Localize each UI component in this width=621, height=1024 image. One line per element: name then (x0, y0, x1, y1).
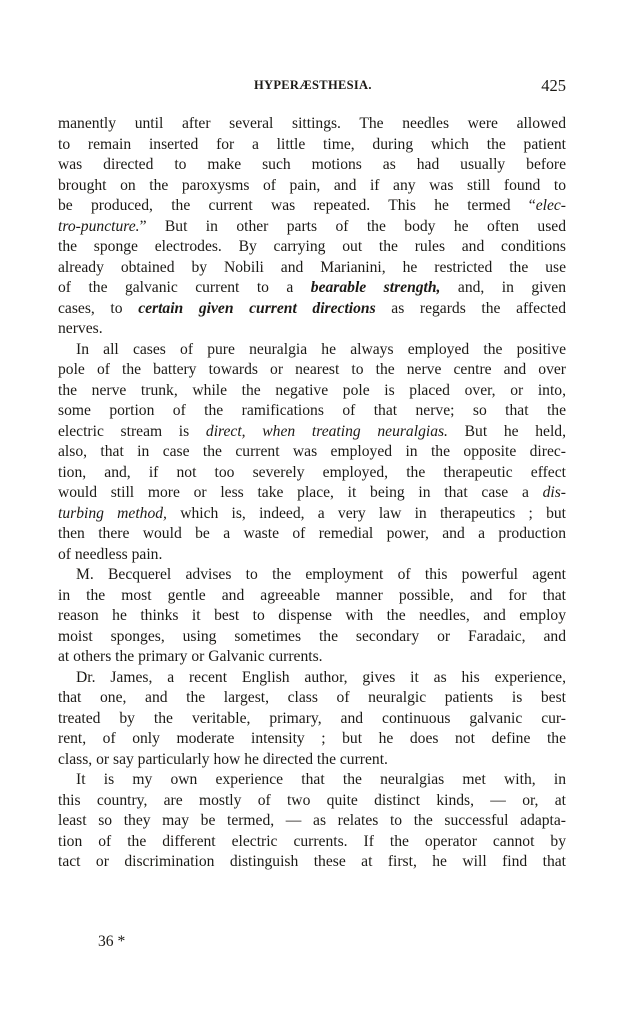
text-line: tro-puncture.” But in other parts of the body he often used (58, 217, 566, 235)
text-line: reason he thinks it best to dispense with the needles, and employ (58, 607, 566, 624)
text-line: would still more or less take place, it being in that case a dis- (58, 484, 566, 501)
text-line: least so they may be termed, — as relates to the successful adapta- (58, 812, 566, 829)
text-line: then there would be a waste of remedial power, and a production (58, 525, 566, 542)
text-line: In all cases of pure neuralgia he always employed the positive (76, 340, 566, 358)
body-text (58, 114, 566, 873)
text-line: also, that in case the current was employed in the opposite direc- (58, 443, 566, 460)
text-line: manently until after several sittings. The needles were allowed (58, 115, 566, 132)
text-line: tion of the different electric currents. If the operator cannot by (58, 832, 566, 850)
text-line: already obtained by Nobili and Marianini, he restricted the use (58, 258, 566, 276)
text-line: be produced, the current was repeated. This he termed “elec- (58, 197, 566, 214)
text-line: electric stream is direct, when treating neuralgias. But he held, (58, 422, 566, 440)
text-line: at others the primary or Galvanic currents. (58, 648, 323, 665)
text-line: M. Becquerel advises to the employment of this powerful agent (76, 566, 566, 583)
text-line: It is my own experience that the neuralgias met with, in (76, 771, 566, 788)
page-number: 425 (541, 76, 566, 95)
text-line: the sponge electrodes. By carrying out the rules and conditions (58, 238, 566, 255)
text-line: class, or say particularly how he directed the current. (58, 750, 388, 768)
text-line: of needless pain. (58, 545, 163, 563)
text-line: moist sponges, using sometimes the secondary or Faradaic, and (58, 627, 566, 645)
text-line: to remain inserted for a little time, during which the patient (58, 135, 566, 153)
text-line: was directed to make such motions as had usually before (58, 156, 566, 173)
text-line: rent, of only moderate intensity ; but he does not define the (58, 730, 566, 747)
book-page (58, 0, 566, 1024)
text-line: Dr. James, a recent English author, gives it as his experience, (76, 668, 566, 686)
text-line: pole of the battery towards or nearest to the nerve centre and over (58, 361, 566, 378)
signature-mark: 36 * (98, 933, 126, 950)
text-line: turbing method, which is, indeed, a very law in therapeutics ; but (58, 504, 566, 522)
text-line: in the most gentle and agreeable manner possible, and for that (58, 586, 566, 604)
running-head: HYPERÆSTHESIA. (254, 78, 372, 92)
text-line: tact or discrimination distinguish these at first, he will find that (58, 853, 566, 870)
text-line: this country, are mostly of two quite distinct kinds, — or, at (58, 791, 566, 809)
text-line: nerves. (58, 320, 103, 337)
text-line: the nerve trunk, while the negative pole is placed over, or into, (58, 381, 566, 399)
text-line: tion, and, if not too severely employed, the therapeutic effect (58, 463, 566, 481)
text-line: brought on the paroxysms of pain, and if any was still found to (58, 176, 566, 194)
text-line: cases, to certain given current directions as regards the affected (58, 299, 566, 317)
text-line: of the galvanic current to a bearable strength, and, in given (58, 279, 566, 296)
text-line: some portion of the ramifications of that nerve; so that the (58, 402, 566, 419)
text-line: treated by the veritable, primary, and continuous galvanic cur- (58, 709, 566, 727)
text-line: that one, and the largest, class of neuralgic patients is best (58, 689, 566, 706)
